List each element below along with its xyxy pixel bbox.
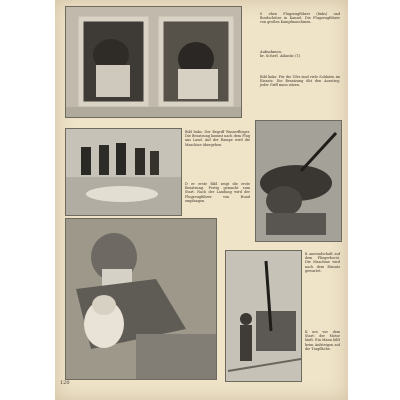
- photo-gunner: [255, 120, 342, 242]
- caption-bottom-right: K urz vor dem Start: der Motor läuft. Ein Mann hilft beim Aufsteigen auf die Tragfläche.: [305, 330, 340, 351]
- caption-left-lower: D er erste Bild zeigt die erste Besatzung. Fertig gemacht zum Start. Nach der Landung wird der Flugzeugführer von Hund empfangen.: [185, 182, 250, 203]
- photo-crew-on-shore: [65, 128, 182, 216]
- photo-cockpit-crew: [65, 6, 242, 118]
- caption-middle-right: Bild links: Für die Ufer sind viele Soldaten im Einsatz. Die Besatzung übt den Ausstieg; jeder Griff muss sitzen.: [260, 75, 340, 88]
- photo-man-by-aircraft: [225, 250, 302, 382]
- caption-left-group: Bild links: Der Begriff Wasserflieger. Die Besatzung kommt nach dem Flug ans Land. Auf der Rampe wird die Maschine übergeben.: [185, 130, 250, 147]
- caption-top-right: S ehen Flugzeugführer (links) und Bordschütze in Kanzel. Die Flugzeugführer von großen Kampfmaschinen.: [260, 12, 340, 25]
- page-number: 120: [60, 380, 70, 386]
- photo-aviator-with-dog: [65, 218, 217, 380]
- magazine-page: [55, 0, 348, 400]
- photo-credit: Aufnahmen: br. Scherl. Atlantic (1): [260, 50, 301, 59]
- caption-right-lower: K ameradschaft auf dem Fliegerhorst. Die Maschine wird nach dem Einsatz gewartet.: [305, 252, 340, 273]
